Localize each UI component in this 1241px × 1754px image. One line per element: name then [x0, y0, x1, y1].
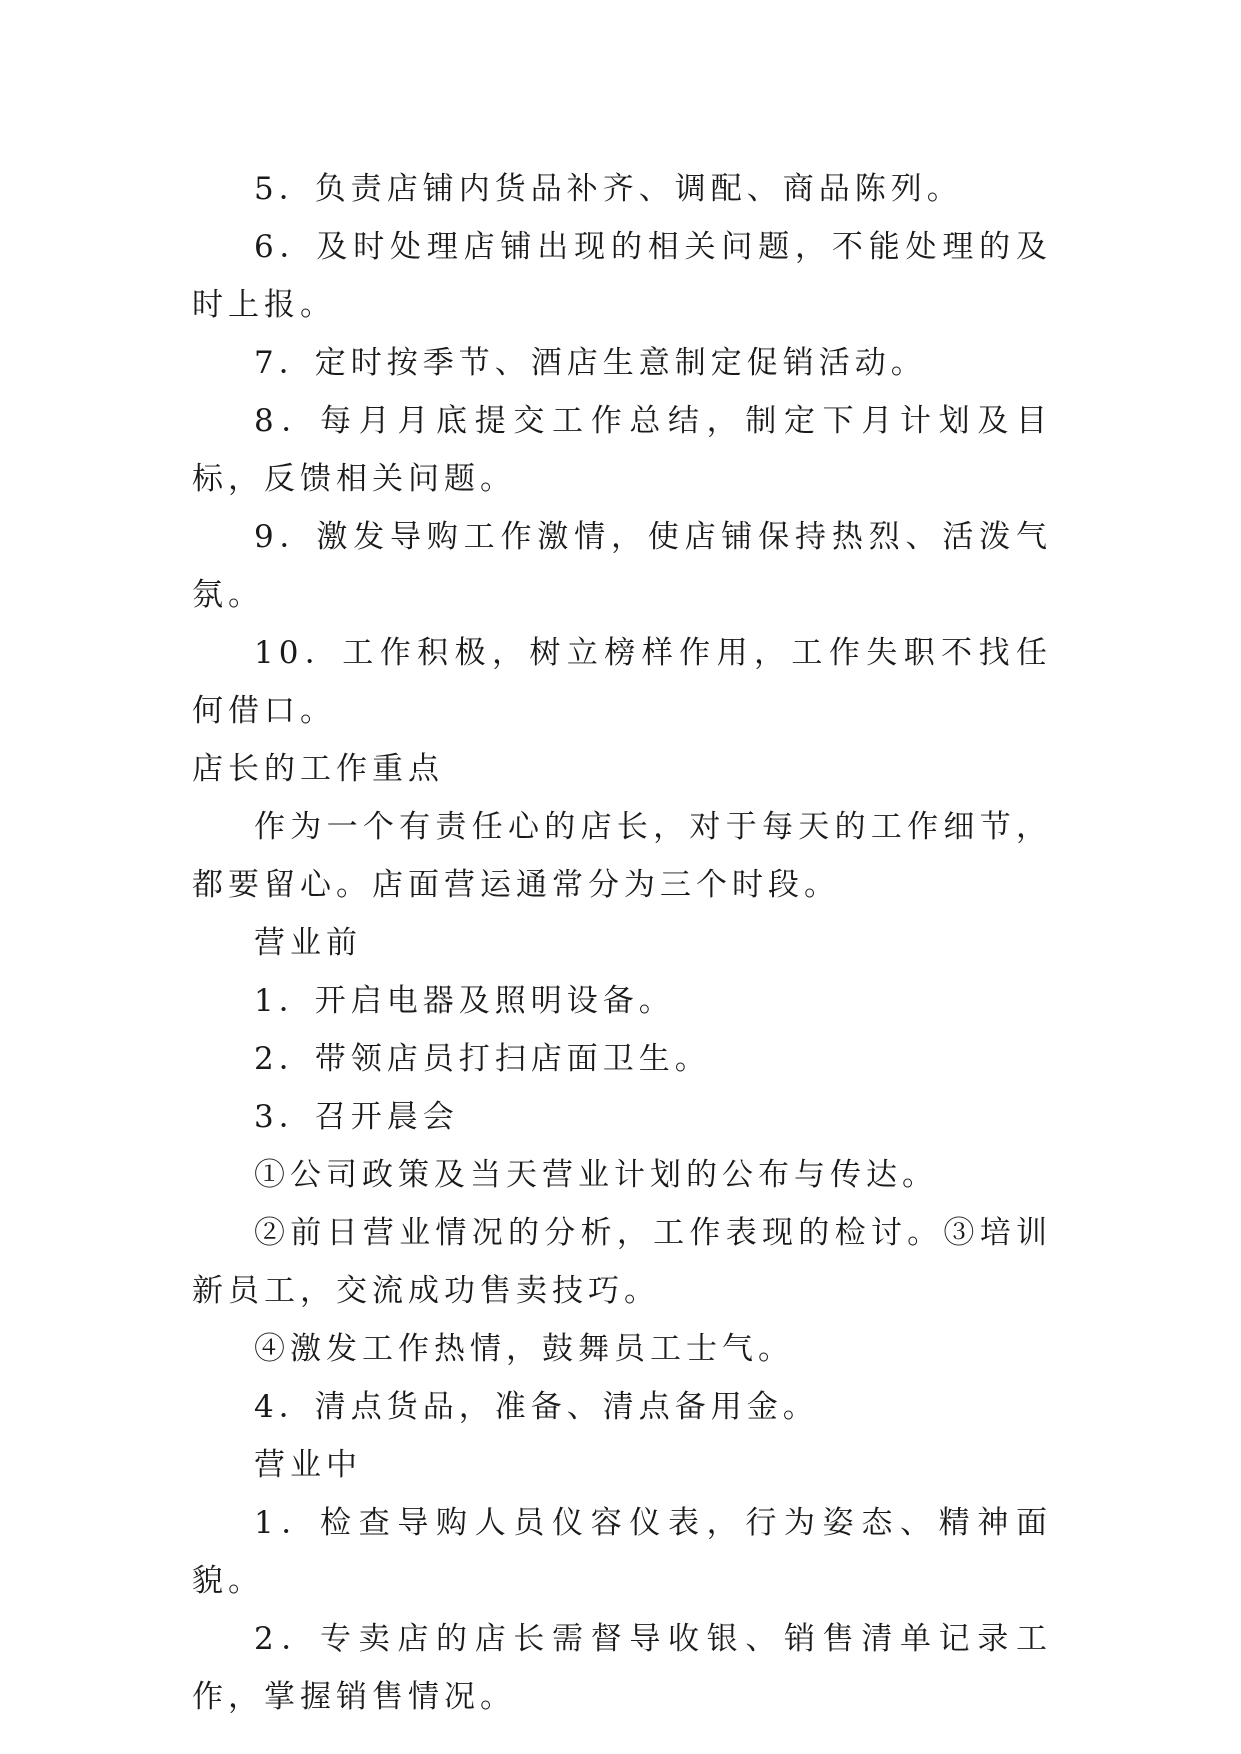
- document-body: [192, 160, 1052, 1726]
- list-item: 1．检查导购人员仪容仪表，行为姿态、精神面貌。: [192, 1505, 1052, 1599]
- list-item: 2．专卖店的店长需督导收银、销售清单记录工作，掌握销售情况。: [192, 1621, 1052, 1715]
- sub-list-item: ④激发工作热情，鼓舞员工士气。: [254, 1331, 794, 1367]
- paragraph-item-5: 5．负责店铺内货品补齐、调配、商品陈列。: [254, 171, 963, 207]
- paragraph-item-10: 10．工作积极，树立榜样作用，工作失职不找任何借口。: [192, 635, 1052, 729]
- paragraph-item-9: 9．激发导购工作激情，使店铺保持热烈、活泼气氛。: [192, 519, 1052, 613]
- subheading-before-business: 营业前: [254, 925, 362, 961]
- list-item: 3．召开晨会: [254, 1099, 459, 1135]
- section-heading-manager-focus: 店长的工作重点: [192, 751, 444, 787]
- sub-list-item: ①公司政策及当天营业计划的公布与传达。: [254, 1157, 938, 1193]
- sub-list-item: ②前日营业情况的分析，工作表现的检讨。③培训新员工，交流成功售卖技巧。: [192, 1215, 1052, 1309]
- paragraph-item-8: 8．每月月底提交工作总结，制定下月计划及目标，反馈相关问题。: [192, 403, 1052, 497]
- list-item: 1．开启电器及照明设备。: [254, 983, 675, 1019]
- paragraph-item-7: 7．定时按季节、酒店生意制定促销活动。: [254, 345, 927, 381]
- paragraph-item-6: 6．及时处理店铺出现的相关问题，不能处理的及时上报。: [192, 229, 1052, 323]
- paragraph-intro: 作为一个有责任心的店长，对于每天的工作细节，都要留心。店面营运通常分为三个时段。: [192, 809, 1052, 903]
- subheading-during-business: 营业中: [254, 1447, 362, 1483]
- list-item: 2．带领店员打扫店面卫生。: [254, 1041, 711, 1077]
- list-item: 4．清点货品，准备、清点备用金。: [254, 1389, 819, 1425]
